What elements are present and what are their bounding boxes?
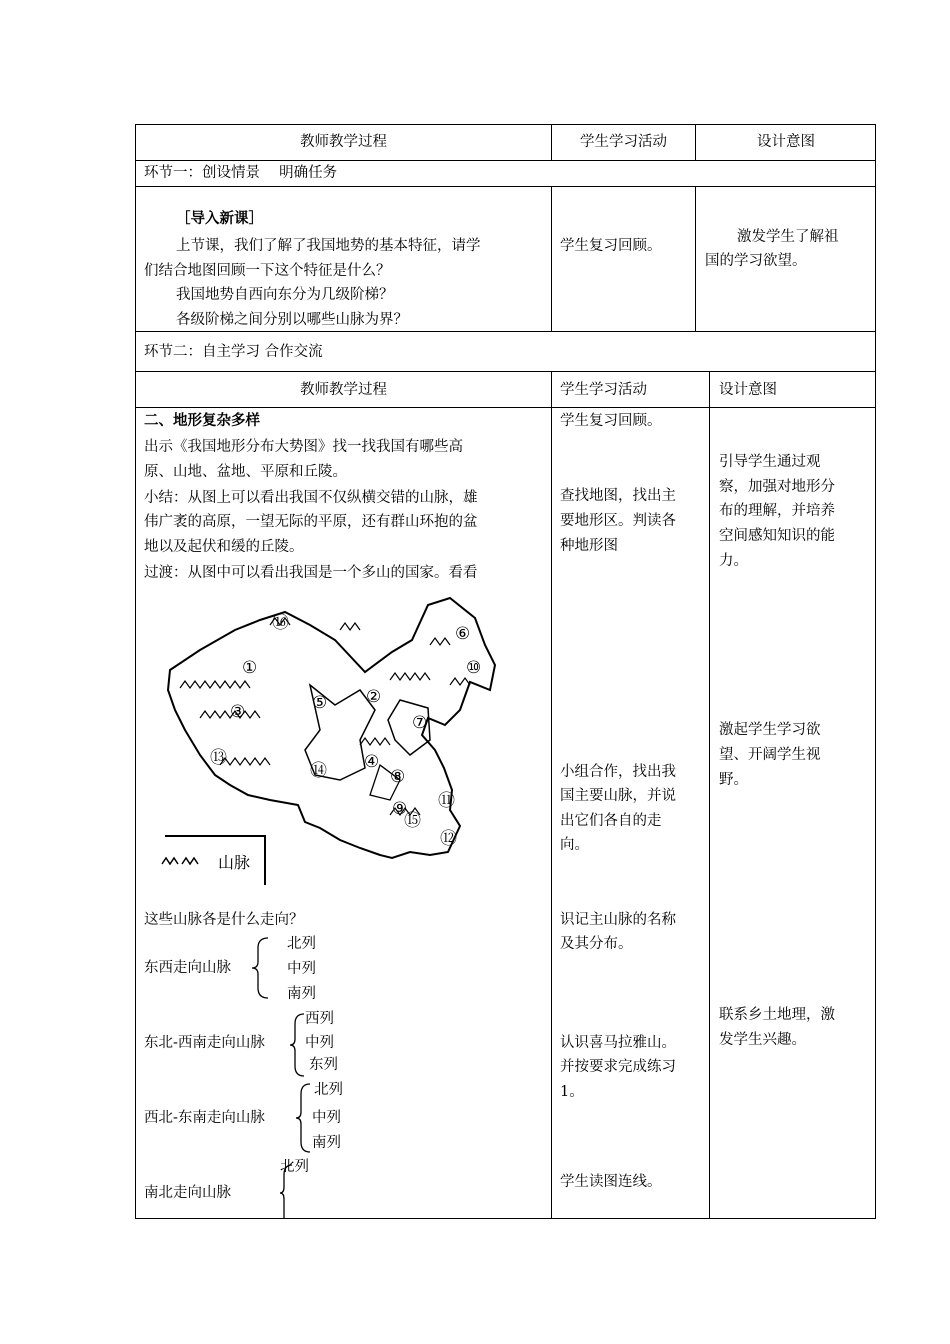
student-text: 小组合作，找出我 [560, 764, 676, 780]
header-col3: 设计意图 [757, 134, 815, 150]
design-text: 野。 [719, 772, 748, 788]
intro-heading: ［导入新课］ [176, 210, 263, 227]
direction-item: 南列 [312, 1135, 341, 1151]
header-col1: 教师教学过程 [300, 382, 387, 398]
mountain-legend-icon [162, 858, 198, 864]
intro-line: 们结合地图回顾一下这个特征是什么？ [144, 263, 391, 279]
brace [288, 1012, 306, 1078]
section-title: 环节一：创设情景 明确任务 [144, 165, 338, 181]
direction-label: 东北-西南走向山脉 [144, 1035, 265, 1051]
map-number: ⑯ [272, 613, 289, 633]
student-text: 向。 [560, 837, 589, 853]
student-text: 出它们各自的走 [560, 813, 662, 829]
student-text: 1。 [560, 1084, 584, 1100]
student-text: 查找地图，找出主 [560, 488, 676, 504]
main-heading: 二、地形复杂多样 [144, 412, 260, 429]
brace [294, 1082, 312, 1154]
main-line: 伟广袤的高原，一望无际的平原，还有群山环抱的盆 [144, 514, 478, 530]
design-text: 力。 [719, 553, 748, 569]
main-line: 出示《我国地形分布大势图》找一找我国有哪些高 [144, 439, 463, 455]
main-line: 小结：从图上可以看出我国不仅纵横交错的山脉，雄 [144, 490, 478, 506]
intro-design: 国的学习欲望。 [705, 253, 807, 269]
direction-item: 中列 [287, 961, 316, 977]
map-number: ⑬ [210, 748, 227, 768]
student-text: 识记主山脉的名称 [560, 912, 676, 928]
design-text: 引导学生通过观 [719, 454, 821, 470]
main-line: 过渡：从图中可以看出我国是一个多山的国家。看看 [144, 565, 478, 581]
map-number: ⑮ [404, 811, 421, 831]
intro-line: 我国地势自西向东分为几级阶梯？ [176, 287, 394, 303]
design-text: 联系乡土地理，激 [719, 1007, 835, 1023]
direction-item: 南列 [287, 986, 316, 1002]
map-legend: 山脉 [218, 853, 251, 872]
main-line: 地以及起伏和缓的丘陵。 [144, 539, 304, 555]
rule [135, 160, 876, 161]
rule [695, 186, 696, 331]
rule [135, 407, 876, 408]
student-text: 要地形区。判读各 [560, 513, 676, 529]
direction-item: 北列 [280, 1159, 309, 1175]
design-text: 发学生兴趣。 [719, 1032, 806, 1048]
student-text: 种地形图 [560, 538, 618, 554]
direction-item: 中列 [312, 1110, 341, 1126]
intro-line: 各级阶梯之间分别以哪些山脉为界？ [176, 312, 408, 328]
map-number: ⑥ [455, 624, 471, 644]
map-number: ⑦ [412, 713, 428, 733]
header-col3: 设计意图 [719, 382, 777, 398]
rule [135, 331, 876, 332]
map-number: ③ [230, 702, 246, 722]
direction-label: 东西走向山脉 [144, 960, 231, 976]
china-mountain-map [160, 590, 500, 885]
direction-item: 北列 [314, 1082, 343, 1098]
main-line: 原、山地、盆地、平原和丘陵。 [144, 464, 347, 480]
map-number: ① [242, 658, 258, 678]
header-col1: 教师教学过程 [300, 134, 387, 150]
header-col2: 学生学习活动 [560, 382, 647, 398]
map-number: ④ [364, 752, 380, 772]
student-text: 及其分布。 [560, 936, 633, 952]
design-text: 激起学生学习欲 [719, 722, 821, 738]
section-title: 环节二：自主学习 合作交流 [144, 344, 323, 360]
brace [250, 936, 270, 1000]
rule [135, 371, 876, 372]
rule [135, 186, 876, 187]
design-text: 布的理解，并培养 [719, 503, 835, 519]
intro-design: 激发学生了解祖 [737, 229, 839, 245]
rule [551, 186, 552, 331]
map-number: ⑧ [390, 767, 406, 787]
student-text: 认识喜马拉雅山。 [560, 1035, 676, 1051]
student-text: 国主要山脉，并说 [560, 788, 676, 804]
direction-item: 西列 [305, 1011, 334, 1027]
design-text: 空间感知知识的能 [719, 528, 835, 544]
design-text: 望、开阔学生视 [719, 747, 821, 763]
student-text: 并按要求完成练习 [560, 1059, 676, 1075]
student-text: 学生复习回顾。 [560, 413, 662, 429]
header-col2: 学生学习活动 [580, 134, 667, 150]
main-question: 这些山脉各是什么走向？ [144, 912, 304, 928]
map-number: ⑩ [466, 658, 482, 678]
design-text: 察，加强对地形分 [719, 479, 835, 495]
map-number: ② [366, 687, 382, 707]
map-number: ⑪ [438, 791, 455, 811]
map-number: ⑨ [392, 799, 408, 819]
direction-label: 西北-东南走向山脉 [144, 1110, 265, 1126]
intro-line: 上节课，我们了解了我国地势的基本特征，请学 [176, 238, 481, 254]
direction-item: 东列 [309, 1057, 338, 1073]
direction-label: 南北走向山脉 [144, 1185, 231, 1201]
map-number: ⑫ [440, 829, 457, 849]
direction-item: 北列 [287, 936, 316, 952]
rule [551, 371, 552, 1219]
map-number: ⑤ [312, 693, 328, 713]
map-number: ⑭ [310, 761, 327, 781]
rule [709, 371, 710, 1219]
direction-item: 中列 [305, 1035, 334, 1051]
student-text: 学生读图连线。 [560, 1174, 662, 1190]
intro-student: 学生复习回顾。 [560, 238, 662, 254]
